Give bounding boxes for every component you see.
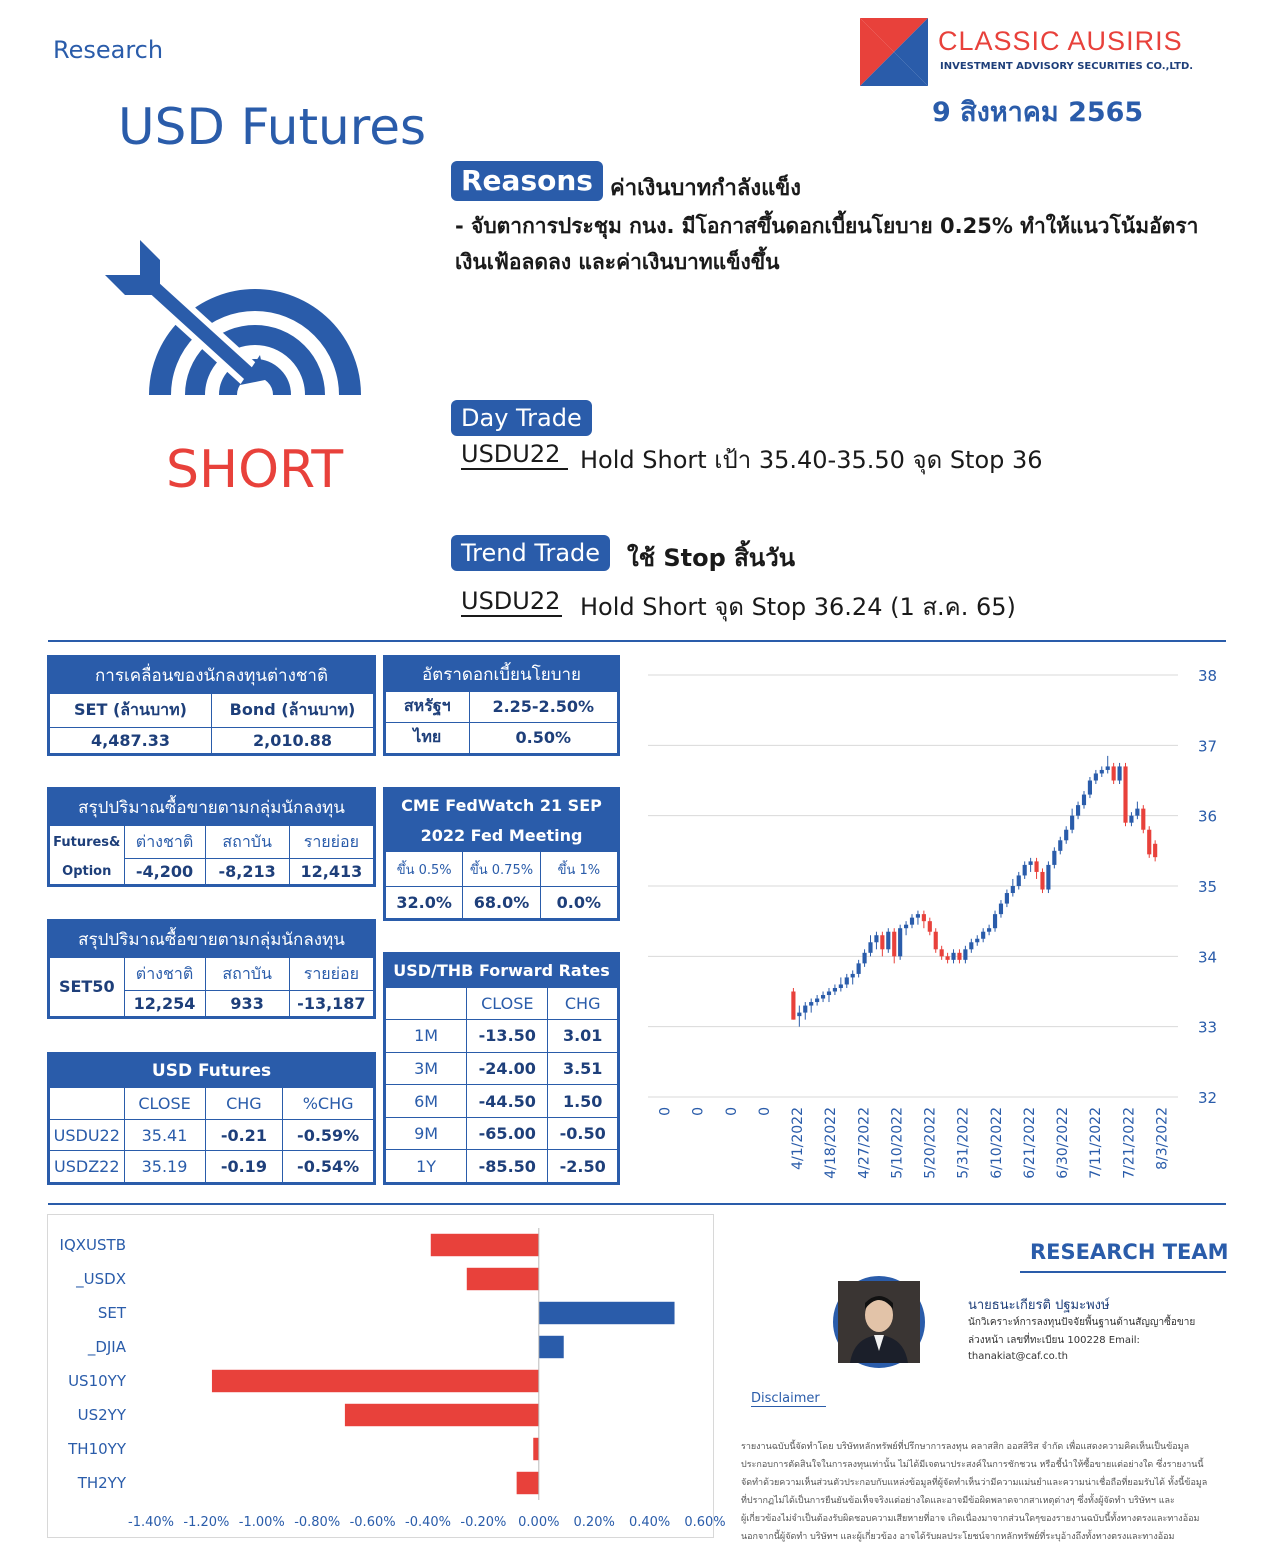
candle-body xyxy=(934,932,938,950)
x-tick-label: 0.60% xyxy=(684,1515,726,1530)
day-trade-tag: Day Trade xyxy=(451,400,592,436)
candle-body xyxy=(1034,861,1038,872)
target-arrow-icon xyxy=(100,235,350,395)
disclaimer-line: รายงานฉบับนี้จัดทำโดย บริษัทหลักทรัพย์ที่ปรึกษาการลงทุน คลาสสิก ออสสิริส จำกัด เพื่อแสดงความคิดเห็นเป็นข้อมูล xyxy=(741,1442,1190,1452)
trend-trade-tag: Trend Trade xyxy=(451,535,610,571)
x-tick-label: -1.00% xyxy=(238,1515,285,1530)
candle-body xyxy=(969,942,973,949)
policy-rate-value: 2.25-2.50% xyxy=(469,691,617,722)
forward-rates-tenor: 3M xyxy=(386,1052,467,1085)
analyst-name: นายธนะเกียรติ ปฐมะพงษ์ xyxy=(968,1298,1110,1313)
candle-body xyxy=(1029,861,1033,865)
candle-body xyxy=(981,932,985,939)
candle-body xyxy=(827,992,831,996)
x-tick-label: 8/3/2022 xyxy=(1154,1107,1171,1170)
candle-body xyxy=(862,953,866,964)
bar-category-label: IQXUSTB xyxy=(59,1236,126,1254)
candle-body xyxy=(880,935,884,949)
candle-body xyxy=(987,928,991,932)
candle-body xyxy=(1129,816,1133,823)
x-tick-label: -1.20% xyxy=(183,1515,230,1530)
research-team-heading: RESEARCH TEAM xyxy=(1030,1240,1229,1264)
candle-body xyxy=(1005,893,1009,904)
foreign-flow-header-set: SET (ล้านบาท) xyxy=(50,694,212,728)
reasons-body: - จับตาการประชุม กนง. มีโอกาสขึ้นดอกเบี้ยนโยบาย 0.25% ทำให้แนวโน้มอัตราเงินเฟ้อลดลง และค่าเงินบาทแข็งขึ้น xyxy=(455,214,1199,274)
bar xyxy=(212,1370,539,1392)
policy-rate-country: ไทย xyxy=(386,722,470,753)
candle-body xyxy=(999,904,1003,915)
bar xyxy=(517,1472,539,1494)
futures-option-title: สรุปปริมาณซื้อขายตามกลุ่มนักลงทุน xyxy=(50,790,374,826)
usd-futures-header xyxy=(50,1088,125,1120)
candle-body xyxy=(916,914,920,918)
bar-category-label: US10YY xyxy=(68,1372,126,1390)
foreign-flow-table xyxy=(47,655,376,756)
bar-category-label: TH10YY xyxy=(68,1440,126,1458)
foreign-flow-header-bond: Bond (ล้านบาท) xyxy=(212,694,374,728)
bar xyxy=(533,1438,539,1460)
x-tick-label: -0.20% xyxy=(460,1515,507,1530)
candle-body xyxy=(1141,809,1145,830)
set50-header: รายย่อย xyxy=(289,957,373,990)
forward-rates-row xyxy=(386,1085,618,1118)
forward-rates-header: CLOSE xyxy=(467,987,548,1020)
signal-label: SHORT xyxy=(166,440,344,500)
usd-futures-header: CLOSE xyxy=(124,1088,205,1120)
page-title: USD Futures xyxy=(118,98,427,156)
candle-body xyxy=(1112,766,1116,780)
candle-body xyxy=(892,932,896,957)
report-date: 9 สิงหาคม 2565 xyxy=(932,97,1144,128)
x-tick-label: 0.00% xyxy=(518,1515,560,1530)
fedwatch-title-1: CME FedWatch 21 SEP xyxy=(386,790,618,821)
forward-rates-table xyxy=(383,952,620,1185)
usd-futures-chg: -0.21 xyxy=(205,1119,283,1151)
fedwatch-title-2: 2022 Fed Meeting xyxy=(386,821,618,852)
y-tick-label: 36 xyxy=(1198,807,1218,826)
forward-rates-chg: -2.50 xyxy=(548,1150,618,1183)
candle-body xyxy=(821,995,825,999)
bar-category-label: _USDX xyxy=(76,1270,126,1288)
usd-futures-row xyxy=(50,1119,374,1151)
candle-body xyxy=(957,953,961,960)
bar-category-label: TH2YY xyxy=(77,1474,126,1492)
set50-table xyxy=(47,919,376,1019)
disclaimer-line: ประกอบการตัดสินใจในการลงทุนเท่านั้น ไม่ได้มีเจตนาประสงค์ในการชักชวน หรือชี้นำให้ซื้อขายแต่อย่างใด ซึ่งรายงานนี้ xyxy=(741,1460,1204,1470)
candle-body xyxy=(886,932,890,950)
usd-futures-pct: -0.59% xyxy=(283,1119,374,1151)
bar-category-label: _DJIA xyxy=(87,1338,126,1356)
analyst-role-1: นักวิเคราะห์การลงทุนปัจจัยพื้นฐานด้านสัญญาซื้อขาย xyxy=(968,1317,1196,1328)
forward-rates-tenor: 9M xyxy=(386,1117,467,1150)
futures-option-header: สถาบัน xyxy=(205,825,289,858)
candle-body xyxy=(1076,805,1080,816)
y-tick-label: 35 xyxy=(1198,878,1218,896)
usd-futures-close: 35.19 xyxy=(124,1151,205,1183)
day-trade-text: Hold Short เป้า 35.40-35.50 จุด Stop 36 xyxy=(580,446,1043,474)
candle-body xyxy=(1147,830,1151,855)
x-tick-label: 6/21/2022 xyxy=(1021,1107,1038,1179)
x-tick-label: -0.80% xyxy=(294,1515,341,1530)
forward-rates-close: -44.50 xyxy=(467,1085,548,1118)
futures-option-table xyxy=(47,787,376,887)
bar-category-label: US2YY xyxy=(77,1406,126,1424)
logo-mark-icon xyxy=(860,18,930,88)
candle-body xyxy=(1153,844,1157,857)
bar xyxy=(431,1234,539,1256)
x-tick-label: -1.40% xyxy=(128,1515,174,1530)
bar xyxy=(539,1336,564,1358)
analyst-email[interactable]: thanakiat@caf.co.th xyxy=(968,1351,1068,1362)
candle-body xyxy=(791,992,795,1020)
candle-body xyxy=(815,999,819,1003)
futures-option-value: -4,200 xyxy=(124,859,205,885)
brand-subtitle: INVESTMENT ADVISORY SECURITIES CO.,LTD. xyxy=(940,61,1194,72)
set50-row-label: SET50 xyxy=(50,957,125,1016)
fedwatch-value: 32.0% xyxy=(386,887,463,919)
forward-rates-row xyxy=(386,1052,618,1085)
candle-body xyxy=(1058,840,1062,851)
disclaimer-line: ที่ปรากฏไม่ได้เป็นการยืนยันข้อเท็จจริงแต่อย่างใดและอาจมีข้อผิดพลาดจากสาเหตุต่างๆ ซึ่งทั้งผู้จัดทำ บริษัทฯ และ xyxy=(741,1496,1175,1506)
futures-option-value: -8,213 xyxy=(205,859,289,885)
futures-option-header: รายย่อย xyxy=(289,825,373,858)
forward-rates-chg: 1.50 xyxy=(548,1085,618,1118)
candle-body xyxy=(1135,809,1139,816)
foreign-flow-bond-value: 2,010.88 xyxy=(212,728,374,754)
x-tick-label: 5/10/2022 xyxy=(889,1107,906,1179)
trend-trade-text: Hold Short จุด Stop 36.24 (1 ส.ค. 65) xyxy=(580,593,1016,621)
candle-body xyxy=(1082,795,1086,806)
usd-futures-close: 35.41 xyxy=(124,1119,205,1151)
candle-body xyxy=(946,956,950,960)
usd-futures-pct: -0.54% xyxy=(283,1151,374,1183)
forward-rates-row xyxy=(386,1150,618,1183)
research-team-underline xyxy=(1020,1271,1226,1273)
futures-option-header: ต่างชาติ xyxy=(124,825,205,858)
forward-rates-chg: 3.01 xyxy=(548,1020,618,1053)
x-tick-label: 4/1/2022 xyxy=(790,1107,807,1170)
candle-body xyxy=(857,963,861,974)
reasons-headline: ค่าเงินบาทกำลังแข็ง xyxy=(610,176,802,201)
day-trade-symbol: USDU22 xyxy=(461,440,568,470)
policy-rate-title: อัตราดอกเบี้ยนโยบาย xyxy=(386,658,618,692)
x-tick-label: 4/27/2022 xyxy=(856,1107,873,1179)
set50-value: 933 xyxy=(205,991,289,1017)
candle-body xyxy=(851,974,855,978)
y-tick-label: 34 xyxy=(1198,948,1218,967)
disclaimer-title: Disclaimer xyxy=(751,1391,826,1407)
forward-rates-close: -24.00 xyxy=(467,1052,548,1085)
set50-title: สรุปปริมาณซื้อขายตามกลุ่มนักลงทุน xyxy=(50,922,374,958)
forward-rates-chg: 3.51 xyxy=(548,1052,618,1085)
candle-body xyxy=(1100,770,1104,774)
futures-option-row-label: Futures& xyxy=(50,825,125,858)
fedwatch-value: 68.0% xyxy=(463,887,540,919)
x-tick-label: 5/31/2022 xyxy=(955,1107,972,1179)
disclaimer-line: ผู้เกี่ยวข้องไม่จำเป็นต้องรับผิดชอบความเสียหายที่อาจ เกิดเนื่องมาจากส่วนใดๆของรายงานฉบับนี้ทั้งทางตรงและทางอ้อม xyxy=(741,1514,1200,1524)
usd-futures-table xyxy=(47,1052,376,1185)
candle-body xyxy=(1052,851,1056,865)
divider-top xyxy=(48,640,1226,642)
x-tick-label: 0 xyxy=(657,1107,674,1116)
bar xyxy=(467,1268,539,1290)
x-tick-label: 7/11/2022 xyxy=(1088,1107,1105,1179)
candle-body xyxy=(803,1006,807,1013)
avatar xyxy=(833,1276,925,1368)
y-tick-label: 38 xyxy=(1198,667,1218,685)
candle-body xyxy=(898,928,902,956)
x-tick-label: 7/21/2022 xyxy=(1121,1107,1138,1179)
policy-rate-table xyxy=(383,655,620,756)
trend-trade-note: ใช้ Stop สิ้นวัน xyxy=(627,544,796,572)
candle-body xyxy=(1094,773,1098,780)
policy-rate-value: 0.50% xyxy=(469,722,617,753)
usd-futures-title: USD Futures xyxy=(50,1055,374,1088)
set50-header: ต่างชาติ xyxy=(124,957,205,990)
trend-trade-symbol: USDU22 xyxy=(461,587,561,615)
candle-body xyxy=(1046,865,1050,890)
forward-rates-row xyxy=(386,1020,618,1053)
x-tick-label: 0 xyxy=(723,1107,740,1116)
candle-body xyxy=(1106,766,1110,770)
forward-rates-header xyxy=(386,987,467,1020)
usd-candlestick-chart xyxy=(630,655,1226,1195)
forward-rates-close: -85.50 xyxy=(467,1150,548,1183)
candle-body xyxy=(797,1013,801,1017)
foreign-flow-title: การเคลื่อนของนักลงทุนต่างชาติ xyxy=(50,658,374,694)
reasons-tag: Reasons xyxy=(451,161,603,201)
x-tick-label: 0 xyxy=(756,1107,773,1116)
market-change-bar-chart xyxy=(47,1214,726,1538)
candle-body xyxy=(1023,865,1027,876)
forward-rates-chg: -0.50 xyxy=(548,1117,618,1150)
candle-body xyxy=(833,988,837,992)
candle-body xyxy=(963,949,967,960)
forward-rates-header: CHG xyxy=(548,987,618,1020)
x-tick-label: 5/20/2022 xyxy=(922,1107,939,1179)
divider-bottom xyxy=(48,1203,1226,1205)
candle-body xyxy=(904,925,908,929)
usd-futures-symbol: USDZ22 xyxy=(50,1151,125,1183)
set50-header: สถาบัน xyxy=(205,957,289,990)
bar-category-label: SET xyxy=(97,1304,126,1322)
usd-futures-header: CHG xyxy=(205,1088,283,1120)
candle-body xyxy=(922,914,926,921)
candle-body xyxy=(940,949,944,956)
forward-rates-close: -13.50 xyxy=(467,1020,548,1053)
usd-futures-chg: -0.19 xyxy=(205,1151,283,1183)
bar xyxy=(345,1404,539,1426)
brand-name: CLASSIC AUSIRIS xyxy=(938,26,1183,56)
x-tick-label: 6/30/2022 xyxy=(1055,1107,1072,1179)
candle-body xyxy=(845,977,849,984)
usd-futures-header: %CHG xyxy=(283,1088,374,1120)
forward-rates-row xyxy=(386,1117,618,1150)
x-tick-label: 0 xyxy=(690,1107,707,1116)
candle-body xyxy=(874,935,878,942)
candle-body xyxy=(993,914,997,928)
candle-body xyxy=(1011,886,1015,893)
futures-option-row-label: Option xyxy=(50,859,125,885)
x-tick-label: 0.40% xyxy=(628,1515,671,1530)
forward-rates-close: -65.00 xyxy=(467,1117,548,1150)
foreign-flow-set-value: 4,487.33 xyxy=(50,728,212,754)
y-tick-label: 37 xyxy=(1198,737,1218,756)
futures-option-value: 12,413 xyxy=(289,859,373,885)
fedwatch-value: 0.0% xyxy=(540,887,617,919)
disclaimer-line: จัดทำด้วยความเห็นส่วนตัวประกอบกับแหล่งข้อมูลที่ผู้จัดทำเห็นว่ามีความแม่นยำและความน่าเชื่อถือที่ยอมรับได้ ทั้งนี้ข้อมูล xyxy=(741,1478,1208,1488)
forward-rates-tenor: 6M xyxy=(386,1085,467,1118)
set50-value: -13,187 xyxy=(289,991,373,1017)
candle-body xyxy=(910,918,914,925)
y-tick-label: 32 xyxy=(1198,1089,1218,1107)
y-tick-label: 33 xyxy=(1198,1018,1218,1037)
forward-rates-tenor: 1Y xyxy=(386,1150,467,1183)
disclaimer-body xyxy=(741,1438,1231,1546)
section-label: Research xyxy=(53,36,164,64)
candle-body xyxy=(809,1002,813,1006)
x-tick-label: 0.20% xyxy=(573,1515,615,1530)
forward-rates-title: USD/THB Forward Rates xyxy=(386,955,618,988)
candle-body xyxy=(928,921,932,932)
candle-body xyxy=(1118,766,1122,780)
candle-body xyxy=(1070,816,1074,830)
set50-value: 12,254 xyxy=(124,991,205,1017)
x-tick-label: -0.60% xyxy=(349,1515,396,1530)
candle-body xyxy=(839,984,843,988)
fedwatch-table xyxy=(383,787,620,921)
usd-futures-row xyxy=(50,1151,374,1183)
usd-futures-symbol: USDU22 xyxy=(50,1119,125,1151)
candle-body xyxy=(951,953,955,960)
x-tick-label: 6/10/2022 xyxy=(988,1107,1005,1179)
fedwatch-header: ขึ้น 0.75% xyxy=(463,852,540,887)
x-tick-label: 4/18/2022 xyxy=(823,1107,840,1179)
fedwatch-header: ขึ้น 1% xyxy=(540,852,617,887)
forward-rates-tenor: 1M xyxy=(386,1020,467,1053)
candle-body xyxy=(1088,781,1092,795)
x-tick-label: -0.40% xyxy=(405,1515,451,1530)
candle-body xyxy=(1017,875,1021,886)
fedwatch-header: ขึ้น 0.5% xyxy=(386,852,463,887)
candle-body xyxy=(1123,766,1127,822)
bar xyxy=(539,1302,675,1324)
candle-body xyxy=(975,939,979,943)
candle-body xyxy=(1064,830,1068,841)
analyst-role-2: ล่วงหน้า เลขที่ทะเบียน 100228 Email: xyxy=(968,1335,1140,1346)
candle-body xyxy=(1040,872,1044,890)
disclaimer-line: นอกจากนี้ผู้จัดทำ บริษัทฯ และผู้เกี่ยวข้อง อาจได้รับผลประโยชน์จากหลักทรัพย์ที่ระบุอ้างถึงทั้งทางตรงและทางอ้อม xyxy=(741,1532,1175,1542)
candle-body xyxy=(868,942,872,953)
policy-rate-country: สหรัฐฯ xyxy=(386,691,470,722)
